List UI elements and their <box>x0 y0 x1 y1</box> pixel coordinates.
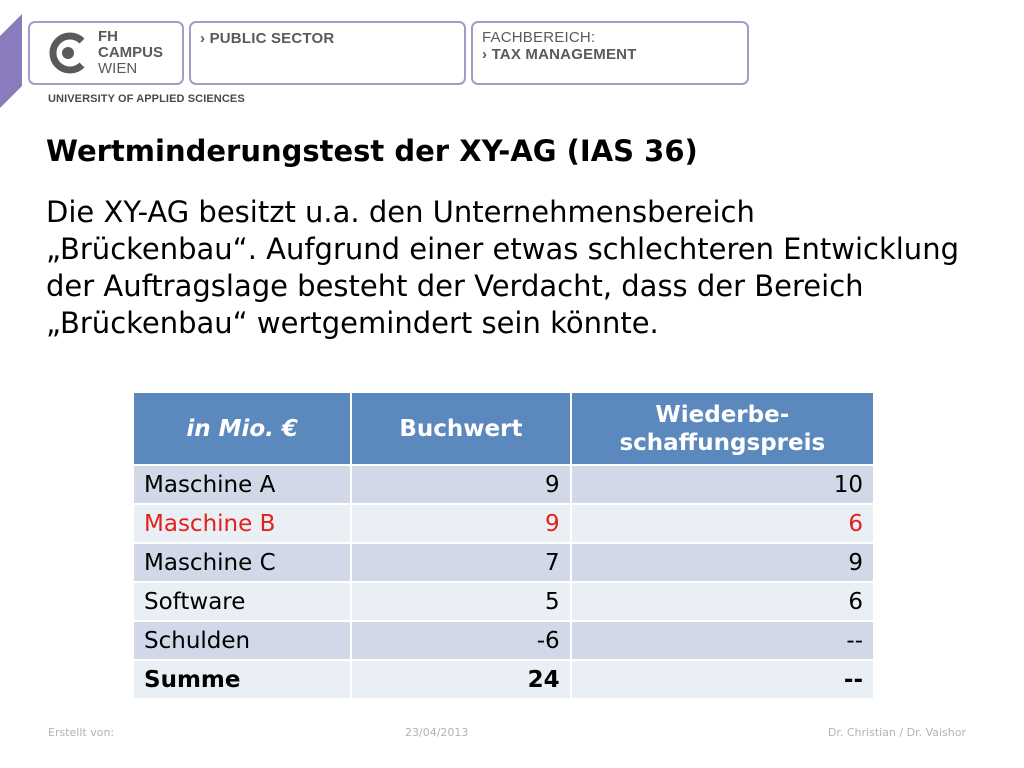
slide-title: Wertminderungstest der XY-AG (IAS 36) <box>46 134 698 168</box>
fachbereich-label: FACHBEREICH: <box>482 29 596 46</box>
public-sector-box[interactable] <box>189 21 466 85</box>
table-header-row <box>133 392 874 465</box>
row-label: Schulden <box>133 621 351 660</box>
row-label: Maschine A <box>133 465 351 504</box>
row-label: Maschine C <box>133 543 351 582</box>
row-wiederbeschaffungspreis: 6 <box>571 504 874 543</box>
slide-paragraph: Die XY-AG besitzt u.a. den Unternehmensbereich „Brückenbau“. Aufgrund einer etwas schlechteren Entwicklung der Auftragslage besteht der Verdacht, dass der Bereich „Brückenbau“ wertgemindert sein könnte. <box>46 195 959 340</box>
header-wiederbeschaffungspreis-text: Wiederbe- schaffungspreis <box>619 401 826 456</box>
row-buchwert: 5 <box>351 582 570 621</box>
table-row <box>133 621 874 660</box>
logo-line-campus: CAMPUS <box>98 44 164 61</box>
header-buchwert: Buchwert <box>351 392 570 465</box>
corner-decoration <box>0 0 26 110</box>
tax-management-label: › TAX MANAGEMENT <box>482 46 637 63</box>
asset-table <box>132 391 875 700</box>
logo-line-wien: WIEN <box>98 60 138 77</box>
row-wiederbeschaffungspreis: -- <box>571 660 874 699</box>
logo-box[interactable] <box>28 21 184 85</box>
footer-created-by: Erstellt von: <box>48 726 115 739</box>
row-label: Summe <box>133 660 351 699</box>
table-row <box>133 465 874 504</box>
row-buchwert: -6 <box>351 621 570 660</box>
row-buchwert: 9 <box>351 465 570 504</box>
table-row <box>133 543 874 582</box>
row-wiederbeschaffungspreis: -- <box>571 621 874 660</box>
logo-line-fh: FH <box>98 28 118 45</box>
table-row <box>133 582 874 621</box>
public-sector-label: › PUBLIC SECTOR <box>200 30 335 47</box>
row-label: Maschine B <box>133 504 351 543</box>
row-label: Software <box>133 582 351 621</box>
row-wiederbeschaffungspreis: 9 <box>571 543 874 582</box>
table-row <box>133 504 874 543</box>
fh-campus-logo-icon <box>46 31 90 75</box>
row-buchwert: 24 <box>351 660 570 699</box>
header-unit: in Mio. € <box>133 392 351 465</box>
university-subtitle: UNIVERSITY OF APPLIED SCIENCES <box>48 93 245 105</box>
fachbereich-box[interactable] <box>471 21 749 85</box>
row-buchwert: 7 <box>351 543 570 582</box>
logo-text <box>98 29 163 77</box>
footer-date: 23/04/2013 <box>405 726 469 739</box>
table-row-total <box>133 660 874 699</box>
header-wiederbeschaffungspreis <box>571 392 874 465</box>
footer-authors: Dr. Christian / Dr. Vaishor <box>827 726 966 739</box>
row-wiederbeschaffungspreis: 6 <box>571 582 874 621</box>
row-buchwert: 9 <box>351 504 570 543</box>
row-wiederbeschaffungspreis: 10 <box>571 465 874 504</box>
